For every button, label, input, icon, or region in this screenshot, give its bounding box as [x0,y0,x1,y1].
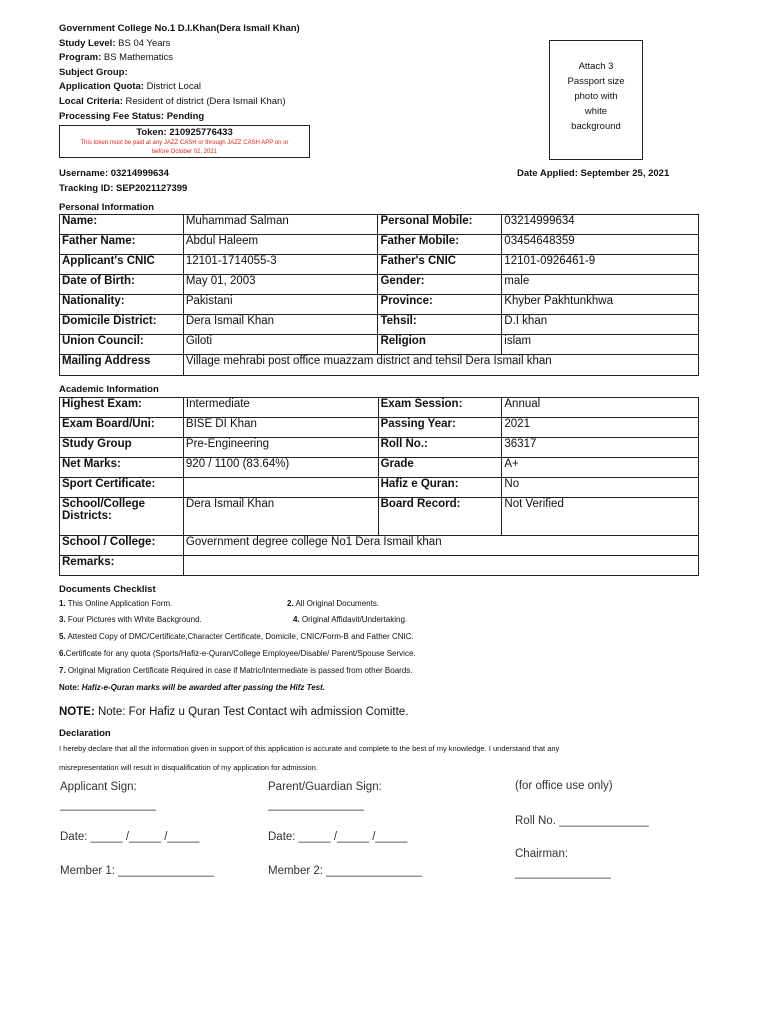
table-cell-label: Father Mobile: [378,235,502,255]
date-field-1: Date: _____ /_____ /_____ [60,831,200,843]
table-row [60,498,699,536]
table-row [60,315,699,335]
table-cell-value: 03214999634 [502,215,699,235]
tracking-id: Tracking ID: SEP2021127399 [59,183,188,194]
table-row [60,255,699,275]
table-cell-label: Exam Session: [378,398,502,418]
table-cell-label: Religion [378,335,502,355]
parent-sign-label: Parent/Guardian Sign: [268,781,382,793]
table-cell-value: male [502,275,699,295]
hafiz-note-text: Note: For Hafiz u Quran Test Contact wih admission Comitte. [97,706,409,718]
checklist-text: Original Migration Certificate Required in case if Matric/Intermediate is passed from other Boards. [67,666,413,675]
table-cell-value: Not Verified [502,498,699,536]
school-college-value: Government degree college No1 Dera Ismail khan [183,536,698,556]
table-cell-value [183,478,378,498]
program-row [59,51,519,66]
checklist-num: 2. [287,599,294,608]
table-cell-label: Board Record: [378,498,502,536]
table-cell-value: Pakistani [183,295,378,315]
table-row [60,215,699,235]
subject-group-label: Subject Group: [59,66,128,78]
token-box [59,125,310,158]
table-cell-label: School/College Districts: [60,498,184,536]
checklist-num: 5. [59,632,66,641]
date-applied: Date Applied: September 25, 2021 [517,168,670,179]
table-cell-label: Name: [60,215,184,235]
local-criteria-value: Resident of district (Dera Ismail Khan) [125,95,286,107]
table-cell-value: No [502,478,699,498]
token-warning-line2: before October 02, 2021 [151,149,218,155]
table-row [60,235,699,255]
study-level-value: BS 04 Years [118,37,171,49]
chairman-line: _______________ [515,867,611,879]
table-cell-value: 920 / 1100 (83.64%) [183,458,378,478]
table-row [60,418,699,438]
table-cell-label: Union Council: [60,335,184,355]
table-row [60,335,699,355]
chairman-label: Chairman: [515,848,569,860]
table-cell-label: Net Marks: [60,458,184,478]
member2-field: Member 2: _______________ [268,865,423,877]
table-cell-value: Khyber Pakhtunkhwa [502,295,699,315]
table-cell-label: Father's CNIC [378,255,502,275]
declaration-title: Declaration [59,728,111,739]
checklist-note-label: Note: [59,683,80,692]
table-row [60,458,699,478]
checklist-num: 6. [59,649,66,658]
checklist-text: Certificate for any quota (Sports/Hafiz-e-Quran/College Employee/Disable/ Parent/Spouse Service. [65,649,416,658]
declaration-line-1: I hereby declare that all the information given in support of this application is accurate and complete to the best of my knowledge. I understand that any [59,744,560,753]
table-cell-label: Highest Exam: [60,398,184,418]
header-block [59,22,519,124]
table-cell-value: 12101-0926461-9 [502,255,699,275]
table-cell-label: Father Name: [60,235,184,255]
local-criteria-label: Local Criteria: [59,95,123,107]
applicant-sign-line: _______________ [60,799,156,811]
table-cell-label: Province: [378,295,502,315]
photo-note-4: white [584,106,608,117]
table-cell-label: Nationality: [60,295,184,315]
table-row [60,556,699,576]
table-cell-value: Intermediate [183,398,378,418]
table-cell-value: A+ [502,458,699,478]
table-cell-value: 03454648359 [502,235,699,255]
table-cell-label: Domicile District: [60,315,184,335]
checklist-item-7 [59,663,413,680]
checklist-item-4 [293,612,407,629]
quota-value: District Local [146,81,201,93]
table-row [60,478,699,498]
table-cell-value: Muhammad Salman [183,215,378,235]
table-cell-value: BISE DI Khan [183,418,378,438]
table-cell-label: Study Group [60,438,184,458]
photo-box [549,40,643,160]
checklist-num: 1. [59,599,66,608]
school-college-label: School / College: [60,536,184,556]
table-cell-value: 2021 [502,418,699,438]
mailing-address-value: Village mehrabi post office muazzam district and tehsil Dera Ismail khan [183,355,698,376]
office-use-label: (for office use only) [515,780,613,792]
photo-note-3: photo with [574,91,618,102]
study-level-label: Study Level: [59,37,116,49]
local-criteria-row [59,95,519,110]
checklist-num: 4. [293,615,300,624]
fee-status-row [59,110,519,125]
table-cell-label: Personal Mobile: [378,215,502,235]
hafiz-note [59,706,408,718]
token-warning-line1: This token must be paid at any JAZZ CASH or through JAZZ CASH APP on or [80,140,289,146]
table-row [60,275,699,295]
checklist-note [59,680,325,697]
table-row [60,355,699,376]
table-cell-label: Roll No.: [378,438,502,458]
member1-field: Member 1: _______________ [60,865,215,877]
checklist-num: 7. [59,666,66,675]
table-cell-label: Hafiz e Quran: [378,478,502,498]
table-row [60,536,699,556]
table-cell-value: Pre-Engineering [183,438,378,458]
table-cell-value: Annual [502,398,699,418]
remarks-value [183,556,698,576]
table-row [60,295,699,315]
checklist-item-1 [59,596,172,613]
fee-status-label: Processing Fee Status: Pending [59,110,205,122]
table-cell-value: Giloti [183,335,378,355]
roll-no-field: Roll No. ______________ [515,815,649,827]
username: Username: 03214999634 [59,168,169,179]
photo-note-5: background [571,121,621,132]
table-cell-value: islam [502,335,699,355]
mailing-address-label: Mailing Address [60,355,184,376]
checklist-item-2 [287,596,379,613]
personal-info-table [59,214,699,376]
checklist-item-6 [59,646,416,663]
personal-info-title: Personal Information [59,202,155,213]
college-name: Government College No.1 D.I.Khan(Dera Ismail Khan) [59,23,300,34]
table-cell-label: Gender: [378,275,502,295]
table-cell-value: Dera Ismail Khan [183,498,378,536]
program-label: Program: [59,52,102,64]
date-field-2: Date: _____ /_____ /_____ [268,831,408,843]
table-row [60,438,699,458]
checklist-item-5 [59,629,414,646]
table-cell-value: D.I khan [502,315,699,335]
photo-note-1: Attach 3 [578,61,614,72]
checklist-text: Attested Copy of DMC/Certificate,Character Certificate, Domicile, CNIC/Form-B and Father CNIC. [67,632,414,641]
table-cell-value: May 01, 2003 [183,275,378,295]
checklist-text: This Online Application Form. [67,599,173,608]
checklist-num: 3. [59,615,66,624]
token-number: Token: 210925776433 [136,127,233,138]
table-cell-label: Exam Board/Uni: [60,418,184,438]
study-level-row [59,37,519,52]
table-cell-label: Date of Birth: [60,275,184,295]
checklist-text: Original Affidavit/Undertaking. [301,615,408,624]
declaration-text [59,739,719,777]
subject-group-row [59,66,519,81]
quota-row [59,80,519,95]
table-cell-label: Sport Certificate: [60,478,184,498]
table-cell-value: Abdul Haleem [183,235,378,255]
checklist-text: Four Pictures with White Background. [67,615,202,624]
hafiz-note-label: NOTE: [59,706,95,718]
checklist-item-3 [59,612,202,629]
table-cell-label: Grade [378,458,502,478]
table-cell-label: Passing Year: [378,418,502,438]
table-row [60,398,699,418]
checklist-text: All Original Documents. [295,599,380,608]
checklist-title: Documents Checklist [59,584,156,595]
table-cell-label: Tehsil: [378,315,502,335]
applicant-sign-label: Applicant Sign: [60,781,137,793]
table-cell-value: Dera Ismail Khan [183,315,378,335]
program-value: BS Mathematics [103,52,174,64]
table-cell-value: 36317 [502,438,699,458]
photo-note-2: Passport size [567,76,625,87]
table-cell-label: Applicant's CNIC [60,255,184,275]
academic-info-title: Academic Information [59,384,159,395]
declaration-line-2: misrepresentation will result in disqualification of my application for admission. [59,763,318,772]
academic-info-table [59,397,699,576]
table-cell-value: 12101-1714055-3 [183,255,378,275]
parent-sign-line: _______________ [268,799,364,811]
quota-label: Application Quota: [59,81,144,93]
checklist-note-text: Hafiz-e-Quran marks will be awarded after passing the Hifz Test. [81,683,326,692]
remarks-label: Remarks: [60,556,184,576]
